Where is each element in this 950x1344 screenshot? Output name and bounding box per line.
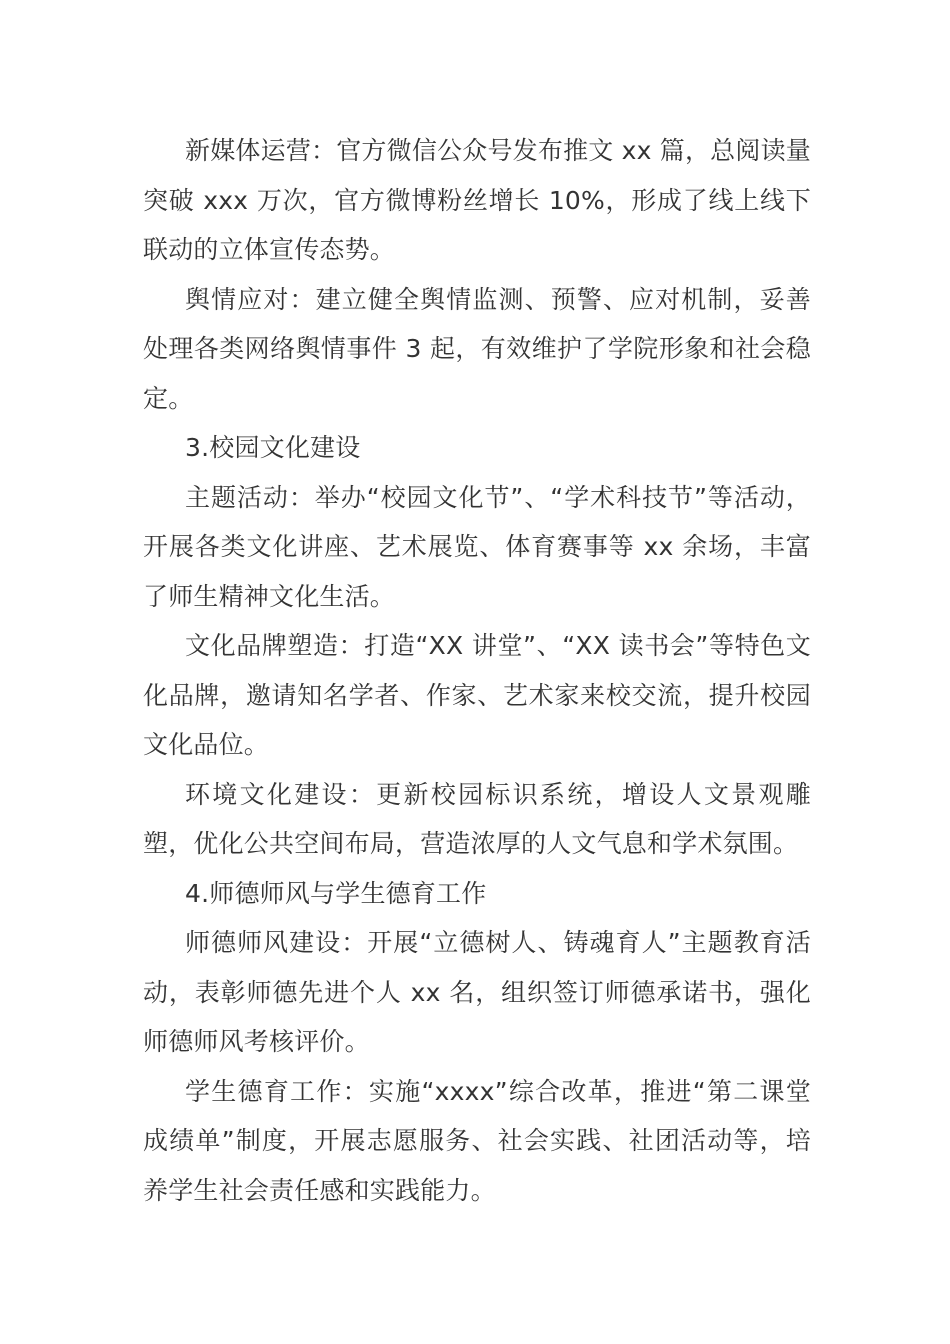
document-body (143, 126, 811, 1215)
paragraph-environment-culture: 环境文化建设：更新校园标识系统，增设人文景观雕塑，优化公共空间布局，营造浓厚的人文气息和学术氛围。 (143, 779, 811, 858)
paragraph-theme-activities: 主题活动：举办“校园文化节”、“学术科技节”等活动，开展各类文化讲座、艺术展览、体育赛事等 xx 余场，丰富了师生精神文化生活。 (143, 482, 811, 611)
paragraph-student-moral: 学生德育工作：实施“xxxx”综合改革，推进“第二课堂成绩单”制度，开展志愿服务、社会实践、社团活动等，培养学生社会责任感和实践能力。 (143, 1076, 811, 1205)
paragraph-teacher-ethics: 师德师风建设：开展“立德树人、铸魂育人”主题教育活动，表彰师德先进个人 xx 名，组织签订师德承诺书，强化师德师风考核评价。 (143, 928, 811, 1056)
section-heading-campus-culture: 3.校园文化建设 (185, 433, 361, 462)
section-heading-ethics: 4.师德师风与学生德育工作 (185, 878, 487, 908)
paragraph-culture-brand: 文化品牌塑造：打造“XX 讲堂”、“XX 读书会”等特色文化品牌，邀请知名学者、作家、艺术家来校交流，提升校园文化品位。 (143, 631, 811, 759)
paragraph-public-opinion: 舆情应对：建立健全舆情监测、预警、应对机制，妥善处理各类网络舆情事件 3 起，有效维护了学院形象和社会稳定。 (143, 284, 811, 413)
paragraph-new-media: 新媒体运营：官方微信公众号发布推文 xx 篇，总阅读量突破 xxx 万次，官方微博粉丝增长 10%，形成了线上线下联动的立体宣传态势。 (143, 136, 811, 264)
